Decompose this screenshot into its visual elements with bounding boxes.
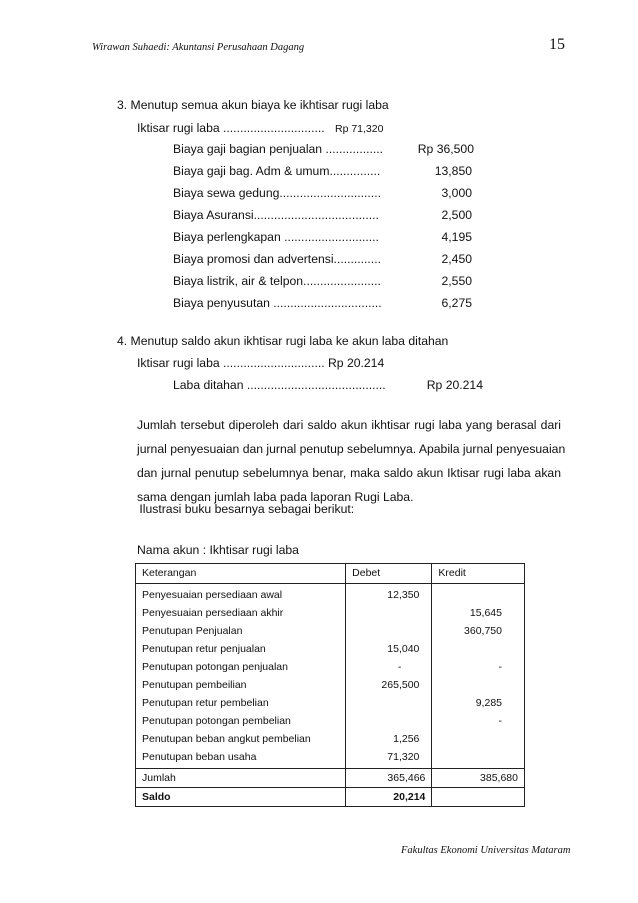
ledger-row-credit: - — [498, 715, 502, 727]
ledger-row-credit: 360,750 — [464, 625, 502, 637]
ledger-row-credit: - — [498, 661, 502, 673]
ledger-row-description: Penutupan potongan pembelian — [142, 715, 291, 727]
explanation-paragraph — [137, 413, 566, 509]
ledger-row-description: Penutupan pembeilian — [142, 679, 247, 691]
section-4-heading: 4. Menutup saldo akun ikhtisar rugi laba ke akun laba ditahan — [117, 334, 449, 348]
paragraph-line: sama dengan jumlah laba pada laporan Rugi Laba. — [137, 490, 414, 504]
ledger-row-debit: 15,040 — [387, 643, 420, 655]
ledger-row-credit — [438, 730, 502, 748]
ledger-table — [135, 563, 525, 807]
ledger-row-description: Penutupan potongan penjualan — [142, 661, 288, 673]
expense-item-amount: 2,550 — [441, 274, 472, 288]
ledger-row-credit — [438, 640, 502, 658]
ledger-total-row — [136, 769, 525, 788]
expense-item-amount: 2,450 — [441, 252, 472, 266]
balance-label: Saldo — [136, 788, 346, 807]
ledger-row-debit: 1,256 — [393, 733, 420, 745]
expense-item-amount: 13,850 — [434, 164, 472, 178]
paragraph-line: dan jurnal penutup sebelumnya benar, maka saldo akun Iktisar rugi laba akan — [137, 466, 561, 480]
ledger-row-credit — [438, 586, 502, 604]
section-4-credit-label: Laba ditahan ......................................... — [173, 378, 386, 392]
expense-item-amount: 6,275 — [441, 296, 472, 310]
ledger-account-name: Nama akun : Ikhtisar rugi laba — [137, 543, 299, 557]
ledger-credit-cell — [432, 584, 525, 769]
balance-credit — [432, 788, 525, 807]
expense-item-label: Biaya penyusutan ................................ — [173, 296, 382, 310]
column-header-description: Keterangan — [136, 564, 346, 584]
ledger-row-description: Penutupan Penjualan — [142, 625, 243, 637]
expense-item-label: Biaya gaji bag. Adm & umum............... — [173, 164, 381, 178]
ledger-row-description: Penyesuaian persediaan awal — [142, 589, 283, 601]
ledger-row-credit — [438, 676, 502, 694]
total-label: Jumlah — [136, 769, 346, 788]
section-3-debit-line: Iktisar rugi laba .............................. — [137, 121, 325, 135]
ledger-row-credit — [438, 748, 502, 766]
ledger-debit-cell — [346, 584, 432, 769]
page-footer: Fakultas Ekonomi Universitas Mataram — [401, 845, 571, 856]
section-3-heading: 3. Menutup semua akun biaya ke ikhtisar rugi laba — [117, 98, 389, 112]
running-header: Wirawan Suhaedi: Akuntansi Perusahaan Dagang — [92, 42, 305, 53]
total-debit: 365,466 — [346, 769, 432, 788]
column-header-debit: Debet — [346, 564, 432, 584]
ledger-row-debit — [352, 712, 419, 730]
section-3-debit-amount: Rp 71,320 — [335, 123, 384, 135]
expense-item-label: Biaya promosi dan advertensi.............. — [173, 252, 381, 266]
ledger-balance-row — [136, 788, 525, 807]
expense-item-label: Biaya listrik, air & telpon....................... — [173, 274, 381, 288]
expense-item-amount: Rp 36,500 — [417, 142, 474, 156]
ledger-body — [136, 584, 525, 769]
expense-item-amount: 4,195 — [441, 230, 472, 244]
expense-item-label: Biaya perlengkapan ............................ — [173, 230, 379, 244]
page-number: 15 — [549, 36, 565, 53]
expense-item-label: Biaya sewa gedung.............................. — [173, 186, 381, 200]
ledger-description-cell — [136, 584, 346, 769]
ledger-row-debit: 71,320 — [387, 751, 420, 763]
expense-item-amount: 2,500 — [441, 208, 472, 222]
paragraph-line: Jumlah tersebut diperoleh dari saldo akun ikhtisar rugi laba yang berasal dari — [137, 418, 561, 432]
balance-debit: 20,214 — [346, 788, 432, 807]
expense-item-amount: 3,000 — [441, 186, 472, 200]
ledger-row-debit — [352, 604, 419, 622]
ledger-row-debit: 265,500 — [381, 679, 420, 691]
column-header-credit: Kredit — [432, 564, 525, 584]
expense-item-label: Biaya gaji bagian penjualan ................. — [173, 142, 384, 156]
total-credit: 385,680 — [432, 769, 525, 788]
illustration-caption: Ilustrasi buku besarnya sebagai berikut: — [136, 502, 355, 516]
ledger-row-debit: - — [397, 661, 402, 673]
ledger-row-description: Penutupan retur pembelian — [142, 697, 269, 709]
paragraph-line: jurnal penyesuaian dan jurnal penutup sebelumnya. Apabila jurnal penyesuaian — [137, 442, 566, 456]
ledger-row-description: Penutupan beban angkut pembelian — [142, 733, 311, 745]
section-4-debit-line: Iktisar rugi laba .............................. Rp 20.214 — [137, 356, 385, 370]
section-4-credit-amount: Rp 20.214 — [426, 378, 483, 392]
ledger-row-debit — [352, 694, 419, 712]
ledger-row-description: Penutupan retur penjualan — [142, 643, 266, 655]
ledger-row-description: Penutupan beban usaha — [142, 751, 257, 763]
ledger-row-credit: 9,285 — [475, 697, 502, 709]
ledger-row-debit — [352, 622, 419, 640]
expense-item-label: Biaya Asuransi..................................... — [173, 208, 379, 222]
ledger-row-description: Penyesuaian persediaan akhir — [142, 607, 284, 619]
ledger-header-row — [136, 564, 525, 584]
ledger-row-debit: 12,350 — [387, 589, 420, 601]
ledger-row-credit: 15,645 — [469, 607, 502, 619]
